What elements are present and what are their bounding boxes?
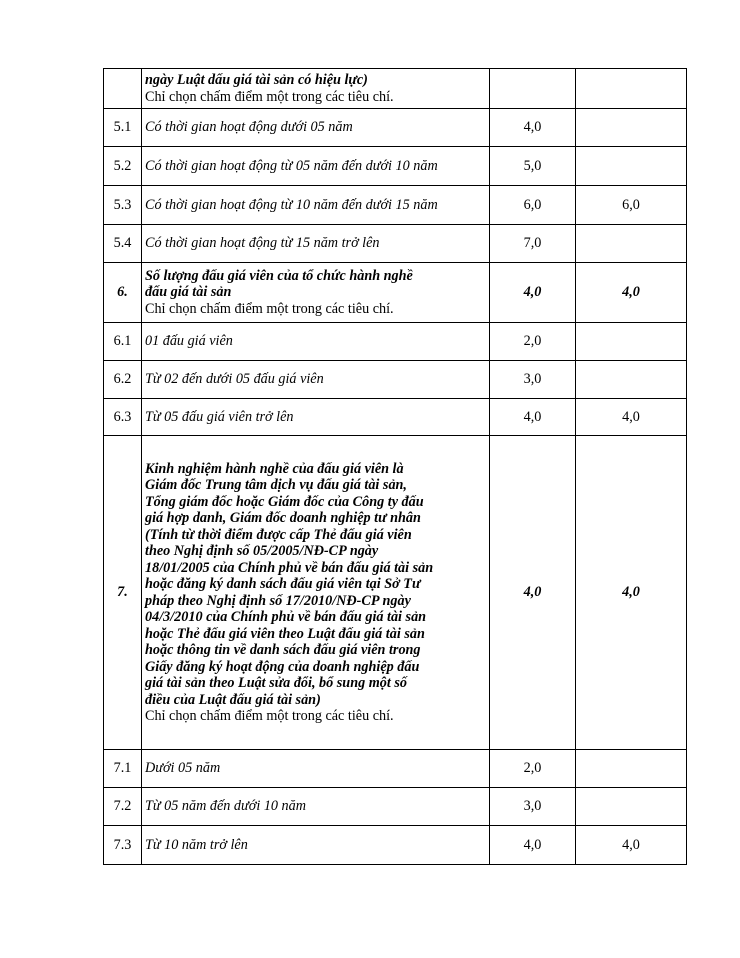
criterion-text: Có thời gian hoạt động từ 15 năm trở lên	[142, 225, 490, 263]
max-score: 4,0	[490, 826, 576, 865]
criterion-text: 01 đấu giá viên	[142, 323, 490, 361]
row-number: 5.3	[104, 186, 142, 225]
criterion-heading-line: 18/01/2005 của Chính phủ về bán đấu giá tài sản	[145, 559, 434, 576]
awarded-score	[576, 361, 687, 399]
criterion-heading-line: Giấy đăng ký hoạt động của doanh nghiệp đấu	[145, 658, 420, 675]
criterion-text: Từ 02 đến dưới 05 đấu giá viên	[142, 361, 490, 399]
table-row	[104, 436, 687, 750]
table-row	[104, 826, 687, 865]
max-score: 4,0	[490, 436, 576, 750]
criterion-heading-line: Số lượng đấu giá viên của tổ chức hành nghề	[145, 267, 413, 284]
awarded-score	[576, 750, 687, 788]
row-number: 6.2	[104, 361, 142, 399]
table-row	[104, 788, 687, 826]
awarded-score: 4,0	[576, 263, 687, 323]
criterion-text: Có thời gian hoạt động từ 10 năm đến dưới 15 năm	[142, 186, 490, 225]
criterion-heading-line: đấu giá tài sản	[145, 284, 232, 301]
row-number	[104, 69, 142, 109]
row-number: 7.3	[104, 826, 142, 865]
criterion-heading-line: giá hợp danh, Giám đốc doanh nghiệp tư nhân	[145, 510, 421, 526]
criterion-cell	[142, 263, 490, 323]
awarded-score: 4,0	[576, 399, 687, 436]
criterion-heading-line: (Tính từ thời điểm được cấp Thẻ đấu giá viên	[145, 526, 412, 543]
max-score: 4,0	[490, 399, 576, 436]
row-number: 5.1	[104, 109, 142, 147]
row-number: 6.	[104, 263, 142, 323]
max-score: 3,0	[490, 361, 576, 399]
criterion-text: Có thời gian hoạt động từ 05 năm đến dưới 10 năm	[142, 147, 490, 186]
table-row	[104, 186, 687, 225]
table-row	[104, 361, 687, 399]
criterion-text: Từ 05 năm đến dưới 10 năm	[142, 788, 490, 826]
table-row	[104, 109, 687, 147]
awarded-score	[576, 225, 687, 263]
row-number: 6.1	[104, 323, 142, 361]
criterion-heading-line: 04/3/2010 của Chính phủ về bán đấu giá tài sản	[145, 609, 427, 625]
table-row	[104, 225, 687, 263]
criterion-heading-line: hoặc Thẻ đấu giá viên theo Luật đấu giá tài sản	[145, 625, 425, 642]
max-score: 3,0	[490, 788, 576, 826]
criterion-heading-line: theo Nghị định số 05/2005/NĐ-CP ngày	[145, 543, 379, 559]
criterion-text: Dưới 05 năm	[142, 750, 490, 788]
table-row	[104, 399, 687, 436]
criterion-heading-line: pháp theo Nghị định số 17/2010/NĐ-CP ngày	[145, 592, 411, 609]
max-score: 2,0	[490, 750, 576, 788]
awarded-score	[576, 109, 687, 147]
criterion-cell	[142, 69, 490, 109]
criterion-heading-line: điều của Luật đấu giá tài sản)	[145, 691, 321, 708]
awarded-score: 4,0	[576, 436, 687, 750]
criterion-text: Có thời gian hoạt động dưới 05 năm	[142, 109, 490, 147]
table-row	[104, 750, 687, 788]
scoring-criteria-table	[103, 68, 687, 865]
max-score: 5,0	[490, 147, 576, 186]
table-row	[104, 263, 687, 323]
row-number: 6.3	[104, 399, 142, 436]
max-score: 7,0	[490, 225, 576, 263]
max-score: 4,0	[490, 263, 576, 323]
max-score: 4,0	[490, 109, 576, 147]
awarded-score: 6,0	[576, 186, 687, 225]
awarded-score	[576, 788, 687, 826]
selection-note: Chỉ chọn chấm điểm một trong các tiêu chí.	[145, 300, 394, 317]
criterion-heading-line: Tổng giám đốc hoặc Giám đốc của Công ty đấu	[145, 493, 424, 510]
criterion-heading-line: ngày Luật dấu giá tài sản có hiệu lực)	[145, 72, 368, 88]
awarded-score: 4,0	[576, 826, 687, 865]
criterion-heading-line: Giám đốc Trung tâm dịch vụ đấu giá tài sản,	[145, 477, 407, 493]
row-number: 7.1	[104, 750, 142, 788]
criterion-heading-line: hoặc đăng ký danh sách đấu giá viên tại Sở Tư	[145, 576, 421, 592]
selection-note: Chỉ chọn chấm điểm một trong các tiêu chí.	[145, 88, 394, 105]
criterion-heading-line: hoặc thông tin về danh sách đấu giá viên trong	[145, 642, 421, 658]
table-row	[104, 323, 687, 361]
awarded-score	[576, 69, 687, 109]
row-number: 5.4	[104, 225, 142, 263]
max-score	[490, 69, 576, 109]
max-score: 6,0	[490, 186, 576, 225]
criterion-heading-line: Kinh nghiệm hành nghề của đấu giá viên là	[145, 460, 404, 477]
max-score: 2,0	[490, 323, 576, 361]
row-number: 7.2	[104, 788, 142, 826]
awarded-score	[576, 323, 687, 361]
row-number: 7.	[104, 436, 142, 750]
row-number: 5.2	[104, 147, 142, 186]
awarded-score	[576, 147, 687, 186]
criterion-text: Từ 05 đấu giá viên trở lên	[142, 399, 490, 436]
criterion-heading-line: giá tài sản theo Luật sửa đổi, bổ sung một số	[145, 675, 407, 691]
criterion-text: Từ 10 năm trở lên	[142, 826, 490, 865]
criterion-cell	[142, 436, 490, 750]
table-row	[104, 69, 687, 109]
selection-note: Chỉ chọn chấm điểm một trong các tiêu chí.	[145, 708, 394, 724]
table-row	[104, 147, 687, 186]
